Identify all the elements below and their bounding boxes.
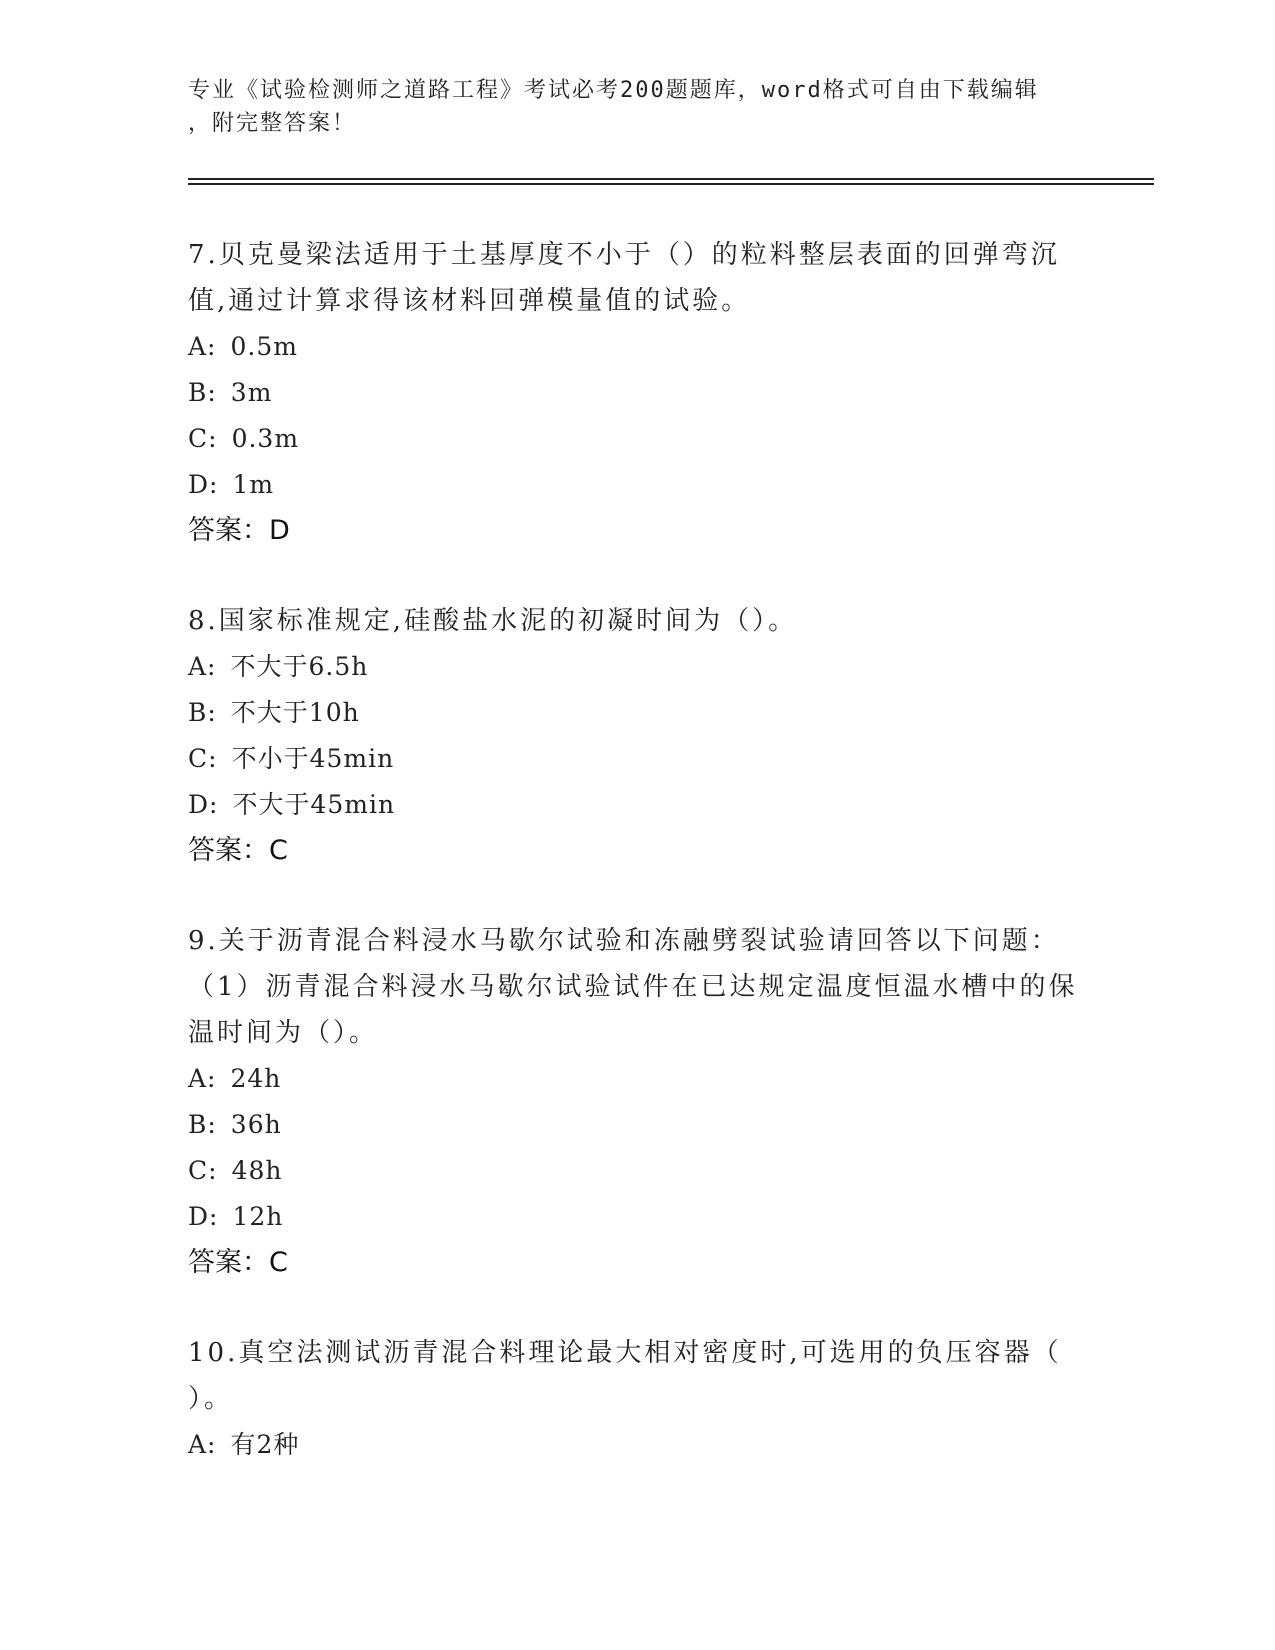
option-d <box>188 1194 1088 1240</box>
option-a <box>188 1422 1088 1468</box>
option-text: 12h <box>232 1202 284 1231</box>
option-key: D: <box>188 790 219 819</box>
stem-line: 9.关于沥青混合料浸水马歇尔试验和冻融劈裂试验请回答以下问题： <box>188 926 1060 956</box>
option-text: 不大于45min <box>232 790 396 819</box>
question-list <box>188 232 1088 1512</box>
question-7 <box>188 232 1088 554</box>
stem-line: （1）沥青混合料浸水马歇尔试验试件在已达规定温度恒温水槽中的保 <box>188 972 1078 1002</box>
question-stem <box>188 918 1088 1056</box>
option-list <box>188 1056 1088 1240</box>
header-line: 专业《试验检测师之道路工程》考试必考200题题库，word格式可自由下载编辑 <box>188 78 1039 103</box>
stem-line: 值,通过计算求得该材料回弹模量值的试验。 <box>188 286 751 316</box>
question-10 <box>188 1330 1088 1468</box>
stem-line: ）。 <box>188 1384 234 1414</box>
question-stem <box>188 598 1088 644</box>
stem-line: 8.国家标准规定,硅酸盐水泥的初凝时间为（）。 <box>188 606 798 636</box>
option-key: C: <box>188 424 218 453</box>
option-text: 3m <box>230 378 273 407</box>
option-text: 24h <box>230 1064 282 1093</box>
option-a <box>188 644 1088 690</box>
option-c <box>188 736 1088 782</box>
question-stem <box>188 232 1088 324</box>
option-key: A: <box>188 652 217 681</box>
option-text: 不小于45min <box>231 744 395 773</box>
option-c <box>188 416 1088 462</box>
option-a <box>188 1056 1088 1102</box>
option-key: B: <box>188 378 217 407</box>
option-text: 不大于10h <box>230 698 360 727</box>
option-b <box>188 1102 1088 1148</box>
option-key: B: <box>188 1110 217 1139</box>
question-8 <box>188 598 1088 874</box>
question-9 <box>188 918 1088 1286</box>
option-key: A: <box>188 1430 217 1459</box>
document-header <box>188 74 1068 140</box>
answer-line: 答案：D <box>188 515 290 546</box>
option-text: 不大于6.5h <box>230 652 369 681</box>
option-key: B: <box>188 698 217 727</box>
stem-line: 7.贝克曼梁法适用于土基厚度不小于（）的粒料整层表面的回弹弯沉 <box>188 240 1060 270</box>
option-key: D: <box>188 470 219 499</box>
answer-line: 答案：C <box>188 1247 288 1278</box>
option-key: D: <box>188 1202 219 1231</box>
header-line: ，附完整答案！ <box>188 111 357 136</box>
stem-line: 温时间为（）。 <box>188 1018 379 1048</box>
answer-line: 答案：C <box>188 835 288 866</box>
option-b <box>188 690 1088 736</box>
option-d <box>188 462 1088 508</box>
question-stem <box>188 1330 1088 1422</box>
stem-line: 10.真空法测试沥青混合料理论最大相对密度时,可选用的负压容器（ <box>188 1338 1062 1368</box>
option-list <box>188 1422 1088 1468</box>
header-divider <box>188 183 1154 185</box>
header-divider <box>188 178 1154 180</box>
option-list <box>188 324 1088 508</box>
option-d <box>188 782 1088 828</box>
option-a <box>188 324 1088 370</box>
option-text: 0.3m <box>231 424 300 453</box>
option-key: C: <box>188 744 218 773</box>
option-text: 48h <box>231 1156 283 1185</box>
option-text: 1m <box>232 470 275 499</box>
option-text: 0.5m <box>230 332 298 361</box>
option-b <box>188 370 1088 416</box>
option-list <box>188 644 1088 828</box>
option-text: 36h <box>230 1110 282 1139</box>
option-c <box>188 1148 1088 1194</box>
option-key: A: <box>188 1064 217 1093</box>
option-text: 有2种 <box>230 1430 300 1459</box>
option-key: A: <box>188 332 217 361</box>
option-key: C: <box>188 1156 218 1185</box>
